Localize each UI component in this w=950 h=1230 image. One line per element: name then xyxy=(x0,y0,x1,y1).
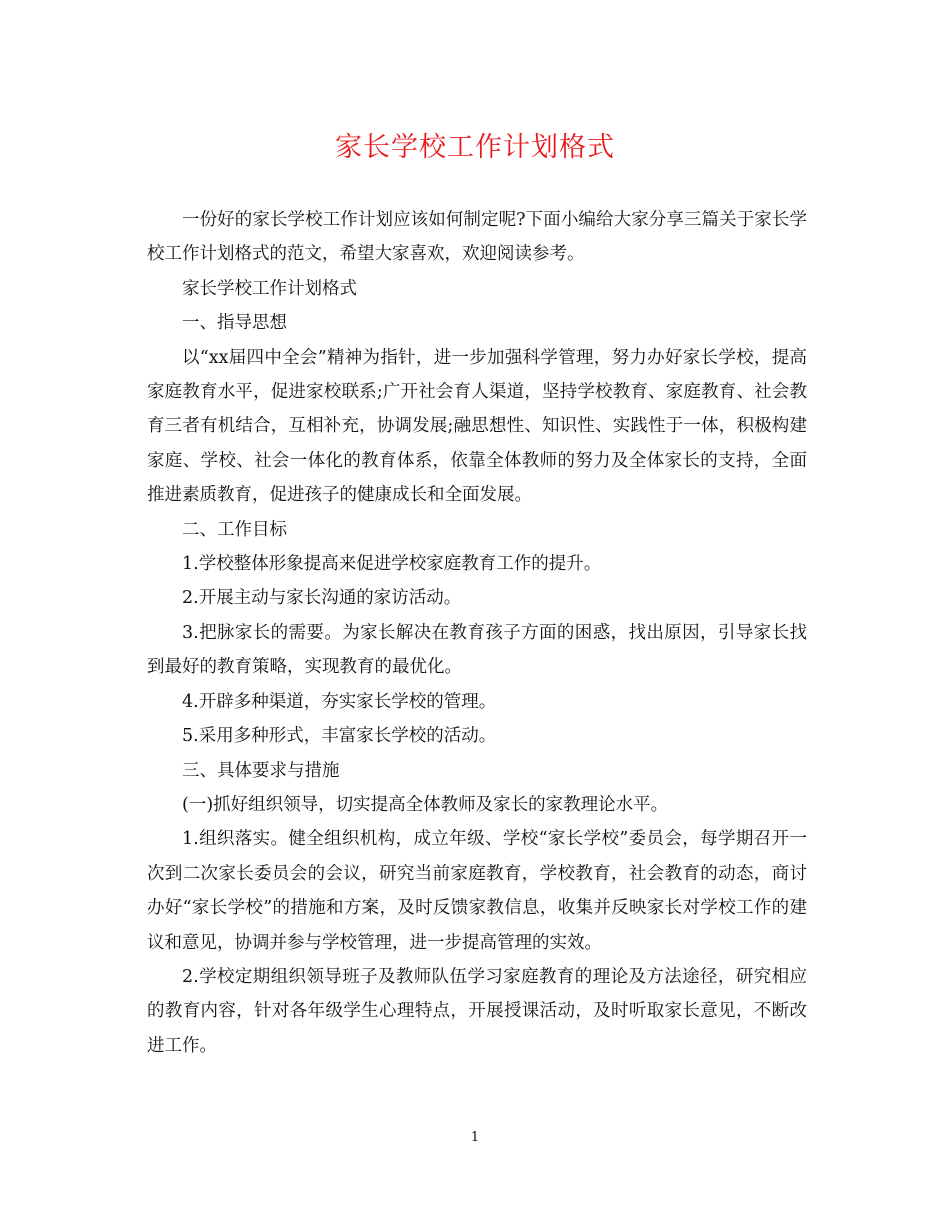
list-item: 2.开展主动与家长沟通的家访活动。 xyxy=(182,588,462,609)
document-title: 家长学校工作计划格式 xyxy=(335,132,615,163)
intro-paragraph: 一份好的家长学校工作计划应该如何制定呢?下面小编给大家分享三篇关于家长学校工作计划格式的范文，希望大家喜欢，欢迎阅读参考。 xyxy=(147,210,807,265)
page-number: 1 xyxy=(470,1130,480,1145)
list-item: 2.学校定期组织领导班子及教师队伍学习家庭教育的理论及方法途径，研究相应的教育内容，针对各年级学生心理特点，开展授课活动，及时听取家长意见，不断改进工作。 xyxy=(147,966,807,1056)
heading-guiding-ideology: 一、指导思想 xyxy=(182,313,287,334)
body-paragraph: 以“xx届四中全会”精神为指针，进一步加强科学管理，努力办好家长学校，提高家庭教育水平，促进家校联系;广开社会育人渠道，坚持学校教育、家庭教育、社会教育三者有机结合，互相补充，协调发展;融思想性、知识性、实践性于一体，积极构建家庭、学校、社会一体化的教育体系，依靠全体教师的努力及全体家长的支持，全面推进素质教育，促进孩子的健康成长和全面发展。 xyxy=(147,347,807,506)
heading-work-goals: 二、工作目标 xyxy=(182,519,287,540)
list-item: 5.采用多种形式，丰富家长学校的活动。 xyxy=(182,726,497,747)
document-body xyxy=(147,203,807,1063)
subheading: (一)抓好组织领导，切实提高全体教师及家长的家教理论水平。 xyxy=(182,794,669,815)
list-item: 1.组织落实。健全组织机构，成立年级、学校“家长学校”委员会，每学期召开一次到二次家长委员会的会议，研究当前家庭教育，学校教育，社会教育的动态，商讨办好“家长学校”的措施和方案，及时反馈家教信息，收集并反映家长对学校工作的建议和意见，协调并参与学校管理，进一步提高管理的实效。 xyxy=(147,829,807,953)
list-item: 3.把脉家长的需要。为家长解决在教育孩子方面的困惑，找出原因，引导家长找到最好的教育策略，实现教育的最优化。 xyxy=(147,622,807,678)
heading-requirements-measures: 三、具体要求与措施 xyxy=(182,760,340,781)
list-item: 4.开辟多种渠道，夯实家长学校的管理。 xyxy=(182,691,497,712)
section-subtitle: 家长学校工作计划格式 xyxy=(182,278,357,299)
list-item: 1.学校整体形象提高来促进学校家庭教育工作的提升。 xyxy=(182,554,602,575)
